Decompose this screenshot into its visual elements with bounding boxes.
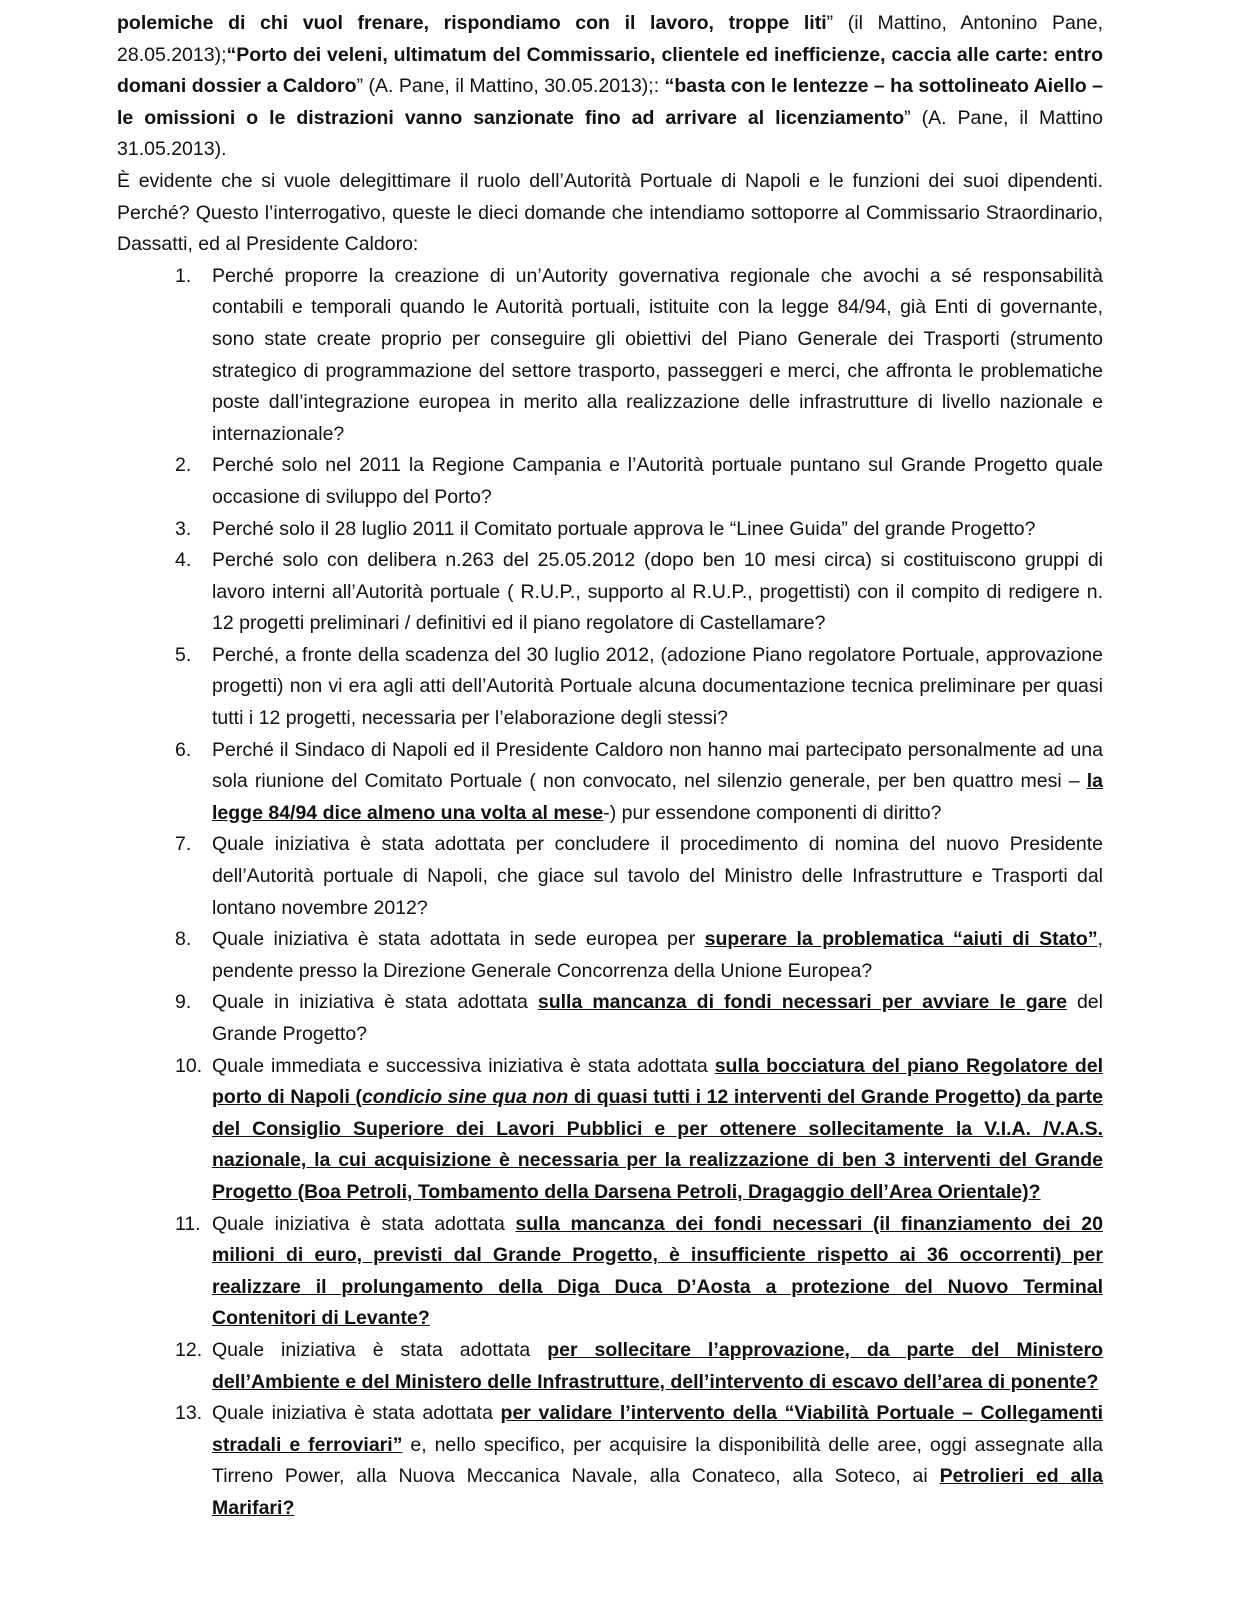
item-text-end: del Grande Progetto? [212, 991, 1103, 1045]
item-emphasis: la legge 84/94 dice almeno una volta al mese [212, 770, 1103, 824]
item-number: 1. [175, 264, 192, 287]
citation-3: ” (A. Pane, il Mattino 31.05.2013). [117, 106, 1103, 161]
item-text: Quale iniziativa è stata adottata [212, 1402, 501, 1425]
item-number: 6. [175, 738, 192, 761]
list-item [117, 261, 1103, 451]
intro-paragraph-questions: È evidente che si vuole delegittimare il ruolo dell’Autorità Portuale di Napoli e le funzioni dei suoi dipendenti. Perché? Questo l’interrogativo, queste le dieci domande che intendiamo sottoporre al Commissario Straordinario, Dassatti, ed al Presidente Caldoro: [117, 169, 1103, 256]
item-number: 2. [175, 454, 192, 477]
item-emphasis: per sollecitare l’approvazione, da parte del Ministero dell’Ambiente e del Ministero delle Infrastrutture, dell’intervento di escavo dell’area di ponente? [212, 1338, 1103, 1393]
item-text: Perché solo con delibera n.263 del 25.05.2012 (dopo ben 10 mesi circa) si costituiscono gruppi di lavoro interni all’Autorità portuale ( R.U.P., supporto al R.U.P., progettisti) con il compito di redigere n. 12 progetti preliminari / definitivi ed il piano regolatore di Castellamare? [212, 549, 1103, 635]
item-text-mid: e, nello specifico, per acquisire la disponibilità delle aree, oggi assegnate alla Tirreno Power, alla Nuova Meccanica Navale, alla Conateco, alla Soteco, ai [212, 1433, 1103, 1488]
item-emphasis-end: Petrolieri ed alla Marifari? [212, 1465, 1104, 1519]
intro-paragraph-quotes [117, 8, 1103, 166]
citation-2: ” (A. Pane, il Mattino, 30.05.2013);: [356, 75, 665, 98]
citation-1: ” (il Mattino, Antonino Pane, 28.05.2013); [117, 12, 1103, 66]
list-item [117, 1335, 1103, 1398]
item-number: 13. [175, 1402, 203, 1425]
quote-headline-3: “basta con le lentezze – ha sottolineato Aiello – le omissioni o le distrazioni vanno sanzionate fino ad arrivare al licenziamento [117, 75, 1103, 129]
item-text: Quale in iniziativa è stata adottata [212, 991, 538, 1014]
item-number: 8. [175, 928, 192, 951]
list-item [117, 545, 1103, 640]
list-item [117, 1209, 1103, 1335]
item-number: 4. [175, 549, 192, 572]
item-text: Quale iniziativa è stata adottata [212, 1212, 516, 1235]
item-emphasis: superare la problematica “aiuti di Stato” [704, 928, 1098, 951]
item-emphasis: sulla mancanza dei fondi necessari (il finanziamento dei 20 milioni di euro, previsti dal Grande Progetto, è insufficiente rispetto ai 36 occorrenti) per realizzare il prolungamento della Diga Duca D’Aosta a protezione del Nuovo Terminal Contenitori di Levante? [212, 1212, 1103, 1330]
item-number: 7. [175, 833, 192, 856]
list-item [117, 1398, 1103, 1524]
item-text: Quale iniziativa è stata adottata [212, 1338, 548, 1361]
item-number: 3. [175, 517, 192, 540]
list-item [117, 987, 1103, 1050]
item-text-end: , pendente presso la Direzione Generale Concorrenza della Unione Europea? [212, 928, 1103, 982]
list-item [117, 829, 1103, 924]
item-text: Perché proporre la creazione di un’Autority governativa regionale che avochi a sé responsabilità contabili e temporali quando le Autorità portuali, istituite con la legge 84/94, già Enti di governante, sono state create proprio per conseguire gli obiettivi del Piano Generale dei Trasporti (strumento strategico di programmazione del settore trasporto, passeggeri e merci, che affronta le problematiche poste dall’integrazione europea in merito alla realizzazione delle infrastrutture di livello nazionale e internazionale? [212, 264, 1103, 445]
item-emphasis: per validare l’intervento della “Viabilità Portuale – Collegamenti stradali e ferroviari” [212, 1402, 1103, 1456]
item-number: 11. [175, 1212, 201, 1235]
item-text: Quale iniziativa è stata adottata per concludere il procedimento di nomina del nuovo Presidente dell’Autorità portuale di Napoli, che giace sul tavolo del Ministro delle Infrastrutture e Trasporti dal lontano novembre 2012? [212, 833, 1103, 919]
item-text: Perché solo il 28 luglio 2011 il Comitato portuale approva le “Linee Guida” del grande Progetto? [212, 517, 1036, 540]
list-item [117, 1051, 1103, 1209]
item-text-end: -) pur essendone componenti di diritto? [603, 801, 942, 824]
item-number: 12. [175, 1338, 203, 1361]
item-number: 10. [175, 1054, 203, 1077]
list-item [117, 450, 1103, 513]
item-emphasis: sulla mancanza di fondi necessari per avviare le gare [537, 991, 1067, 1014]
item-text: Perché, a fronte della scadenza del 30 luglio 2012, (adozione Piano regolatore Portuale, approvazione progetti) non vi era agli atti dell’Autorità Portuale alcuna documentazione tecnica preliminare per quasi tutti i 12 progetti, necessaria per l’elaborazione degli stessi? [212, 643, 1103, 730]
list-item [117, 640, 1103, 735]
item-text: Quale immediata e successiva iniziativa è stata adottata [212, 1054, 715, 1077]
list-item [117, 514, 1103, 546]
item-number: 5. [175, 643, 192, 666]
item-italic-phrase: condicio sine qua non [361, 1086, 569, 1109]
item-text: Perché solo nel 2011 la Regione Campania e l’Autorità portuale puntano sul Grande Progetto quale occasione di sviluppo del Porto? [212, 454, 1103, 508]
questions-list [117, 261, 1103, 1525]
item-emphasis-end: di quasi tutti i 12 interventi del Grande Progetto) da parte del Consiglio Superiore dei Lavori Pubblici e per ottenere sollecitamente la V.I.A. /V.A.S. nazionale, la cui acquisizione è necessaria per la realizzazione di ben 3 interventi del Grande Progetto (Boa Petroli, Tombamento della Darsena Petroli, Dragaggio dell’Area Orientale)? [212, 1086, 1103, 1203]
list-item [117, 735, 1103, 830]
item-text: Quale iniziativa è stata adottata in sede europea per [212, 928, 705, 951]
quote-headline-1: polemiche di chi vuol frenare, rispondiamo con il lavoro, troppe liti [117, 12, 827, 34]
item-emphasis-part: sulla bocciatura del piano Regolatore del porto di Napoli ( [212, 1054, 1103, 1109]
item-text: Perché il Sindaco di Napoli ed il Presidente Caldoro non hanno mai partecipato personalmente ad una sola riunione del Comitato Portuale ( non convocato, nel silenzio generale, per ben quattro mesi – [212, 738, 1103, 793]
item-number: 9. [175, 991, 192, 1014]
quote-headline-2: “Porto dei veleni, ultimatum del Commissario, clientele ed inefficienze, caccia alle carte: entro domani dossier a Caldoro [117, 43, 1103, 98]
document-page [117, 8, 1103, 1525]
list-item [117, 924, 1103, 987]
